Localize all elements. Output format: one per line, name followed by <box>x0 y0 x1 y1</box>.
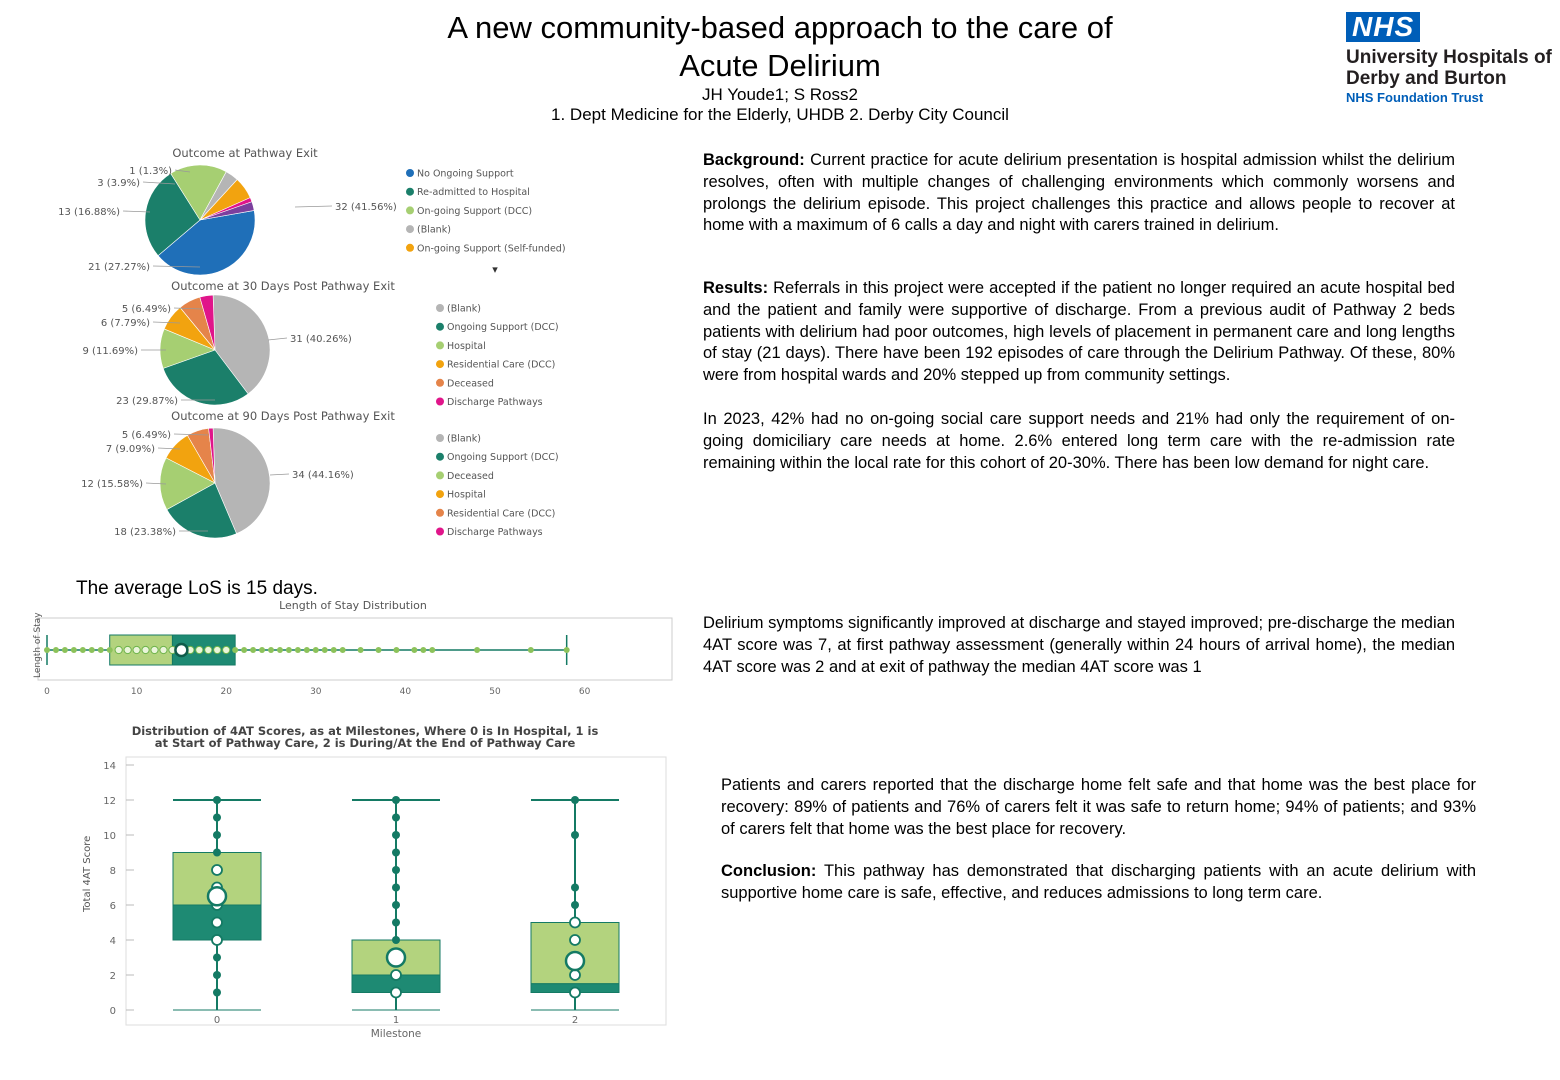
los-data-point <box>89 647 95 653</box>
4at-data-point <box>213 989 221 997</box>
los-data-point <box>232 647 238 653</box>
legend-marker <box>436 490 444 498</box>
4at-mean-marker <box>387 949 405 967</box>
los-data-point <box>196 646 203 653</box>
4at-mean-marker <box>208 887 226 905</box>
los-data-point <box>528 647 534 653</box>
4at-mean-marker <box>566 952 584 970</box>
patients-paragraph: Patients and carers reported that the discharge home felt safe and that home was the best place for recovery: 89% of patients and 76% of carers felt it was safe to return home; 94% of patients; and 93% of carers felt that home was the best place for recovery. <box>721 776 1476 838</box>
4at-ylabel: Total 4AT Score <box>82 835 93 912</box>
pie-data-label: 9 (11.69%) <box>82 346 138 357</box>
los-boxplot <box>28 598 678 700</box>
legend-label: (Blank) <box>447 303 481 315</box>
4at-data-point <box>213 831 221 839</box>
los-data-point <box>295 647 301 653</box>
legend-marker <box>406 169 414 177</box>
pie-data-label: 6 (7.79%) <box>100 318 150 329</box>
results-paragraph-2: In 2023, 42% had no on-going social care support needs and 21% had only the requirement of on-going domiciliary care needs at home. 2.6% entered long term care with the re-admission rate remaining within the local rate for this cohort of 20-30%. There has been low demand for night care. <box>703 410 1455 472</box>
pie-data-label: 13 (16.88%) <box>58 207 120 218</box>
4at-data-point <box>212 935 222 945</box>
4at-data-point <box>392 831 400 839</box>
pie-title: Outcome at 90 Days Post Pathway Exit <box>171 409 395 423</box>
los-data-point <box>429 647 435 653</box>
4at-data-point <box>392 884 400 892</box>
pie-leader-line <box>270 474 289 475</box>
4at-data-point <box>571 796 579 804</box>
4at-chart-title-line2: at Start of Pathway Care, 2 is During/At the End of Pathway Care <box>154 736 576 750</box>
legend-label: (Blank) <box>417 224 451 236</box>
pie-data-label: 34 (44.16%) <box>292 470 354 481</box>
4at-ytick-label: 14 <box>103 761 116 772</box>
poster-affiliations: 1. Dept Medicine for the Elderly, UHDB 2. Derby City Council <box>551 105 1009 124</box>
los-data-point <box>250 647 256 653</box>
pie-data-label: 31 (40.26%) <box>290 334 352 345</box>
4at-data-point <box>392 796 400 804</box>
legend-marker <box>406 188 414 196</box>
4at-data-point <box>392 866 400 874</box>
pie-chart-30-days <box>40 278 660 410</box>
los-data-point <box>62 647 68 653</box>
los-data-point <box>420 647 426 653</box>
los-data-point <box>340 647 346 653</box>
4at-data-point <box>213 796 221 804</box>
pie-data-label: 3 (3.9%) <box>97 178 140 189</box>
results-paragraph <box>703 278 1455 387</box>
los-mean-marker <box>175 644 187 656</box>
results-label: Results: <box>703 279 769 297</box>
los-data-point <box>322 647 328 653</box>
pie-data-label: 12 (15.58%) <box>81 479 143 490</box>
los-xtick-label: 30 <box>310 687 322 697</box>
4at-data-point <box>391 970 401 980</box>
legend-marker <box>436 341 444 349</box>
symptoms-paragraph: Delirium symptoms significantly improved at discharge and stayed improved; pre-discharge the median 4AT score was 7, at first pathway assessment (generally within 24 hours of arrival home), the median 4AT score was 2 and at exit of pathway the median 4AT score was 1 <box>703 614 1455 676</box>
pie-data-label: 5 (6.49%) <box>121 304 171 315</box>
los-data-point <box>71 647 77 653</box>
legend-marker <box>406 206 414 214</box>
trust-name-line3: NHS Foundation Trust <box>1346 90 1484 105</box>
4at-xtick-label: 0 <box>213 1015 221 1026</box>
4at-data-point <box>212 865 222 875</box>
4at-data-point <box>213 954 221 962</box>
4at-data-point <box>213 849 221 857</box>
los-data-point <box>98 647 104 653</box>
4at-ytick-label: 4 <box>109 936 116 947</box>
4at-data-point <box>392 814 400 822</box>
pie-data-label: 21 (27.27%) <box>88 262 150 273</box>
legend-label: On-going Support (Self-funded) <box>417 243 566 255</box>
los-xtick-label: 40 <box>399 687 412 697</box>
4at-chart-title-line1: Distribution of 4AT Scores, as at Milestones, Where 0 is In Hospital, 1 is <box>131 724 599 738</box>
legend-marker <box>436 379 444 387</box>
los-xtick-label: 10 <box>130 687 143 697</box>
conclusion-label: Conclusion: <box>721 862 817 880</box>
4at-data-point <box>570 970 580 980</box>
pie-chart-90-days <box>40 408 660 543</box>
pie-data-label: 7 (9.09%) <box>105 444 155 455</box>
nhs-logo: NHS <box>1346 12 1420 42</box>
los-data-point <box>80 647 86 653</box>
legend-label: Ongoing Support (DCC) <box>447 452 559 464</box>
los-ylabel: Length of Stay <box>33 612 43 678</box>
los-data-point <box>53 647 59 653</box>
legend-label: Discharge Pathways <box>447 527 543 538</box>
legend-marker <box>436 398 444 406</box>
pie-data-label: 32 (41.56%) <box>335 202 397 213</box>
legend-marker <box>436 453 444 461</box>
los-data-point <box>411 647 417 653</box>
poster-title-line1: A new community-based approach to the care of <box>447 10 1113 45</box>
legend-marker <box>406 225 414 233</box>
legend-marker <box>436 360 444 368</box>
legend-label: On-going Support (DCC) <box>417 205 533 217</box>
4at-data-point <box>392 849 400 857</box>
poster-title-line2: Acute Delirium <box>679 48 881 83</box>
average-los-text: The average LoS is 15 days. <box>76 578 318 599</box>
poster-authors: JH Youde1; S Ross2 <box>702 85 858 104</box>
pie-data-label: 5 (6.49%) <box>121 430 171 441</box>
4at-data-point <box>570 935 580 945</box>
conclusion-paragraph <box>721 861 1476 905</box>
4at-data-point <box>391 988 401 998</box>
trust-name-line1: University Hospitals of <box>1346 47 1552 68</box>
4at-data-point <box>213 814 221 822</box>
pie-data-label: 1 (1.3%) <box>129 166 172 177</box>
los-data-point <box>564 647 570 653</box>
4at-data-point <box>212 918 222 928</box>
4at-data-point <box>392 901 400 909</box>
los-data-point <box>241 647 247 653</box>
4at-ytick-label: 8 <box>109 866 116 877</box>
los-data-point <box>474 647 480 653</box>
los-data-point <box>107 647 113 653</box>
pie-data-label: 23 (29.87%) <box>116 396 178 407</box>
los-data-point <box>205 646 212 653</box>
4at-data-point <box>570 988 580 998</box>
4at-data-point <box>392 936 400 944</box>
pie-chart-exit <box>40 140 660 280</box>
los-data-point <box>286 647 292 653</box>
4at-xtick-label: 1 <box>392 1015 400 1026</box>
legend-marker <box>436 304 444 312</box>
los-chart-title: Length of Stay Distribution <box>279 599 427 612</box>
4at-boxplot <box>60 722 680 1044</box>
background-paragraph <box>703 150 1455 237</box>
results-body: Referrals in this project were accepted if the patient no longer required an acute hospital bed and the patient and family were supportive of discharge. From a previous audit of Pathway 2 beds patients with delirium had poor outcomes, high levels of placement in permanent care and long lengths of stay (21 days). There have been 192 episodes of care through the Delirium Pathway. Of these, 80% were from hospital wards and 20% stepped up from community settings. <box>703 279 1455 385</box>
los-data-point <box>376 647 382 653</box>
4at-data-point <box>570 918 580 928</box>
legend-label: Re-admitted to Hospital <box>417 187 530 199</box>
legend-label: Deceased <box>447 470 494 482</box>
los-data-point <box>160 646 167 653</box>
4at-ytick-label: 10 <box>103 831 116 842</box>
background-body: Current practice for acute delirium presentation is hospital admission whilst the delirium resolves, often with multiple changes of challenging environments which commonly worsens and prolongs the delirium episode. This project challenges this practice and allows people to recover at home with a maximum of 6 calls a day and night with carers trained in delirium. <box>703 151 1455 235</box>
legend-label: Residential Care (DCC) <box>447 359 556 371</box>
los-data-point <box>259 647 265 653</box>
pie-leader-line <box>268 338 287 340</box>
legend-label: Residential Care (DCC) <box>447 508 556 520</box>
4at-ytick-label: 6 <box>109 901 116 912</box>
legend-marker <box>436 323 444 331</box>
los-data-point <box>223 646 230 653</box>
pie-data-label: 18 (23.38%) <box>114 527 176 538</box>
4at-data-point <box>571 901 579 909</box>
pie-title: Outcome at Pathway Exit <box>172 146 318 160</box>
los-xtick-label: 0 <box>44 687 50 697</box>
legend-label: Hospital <box>447 489 486 501</box>
4at-ytick-label: 2 <box>109 971 116 982</box>
legend-label: (Blank) <box>447 433 481 445</box>
legend-label: Discharge Pathways <box>447 397 543 408</box>
4at-data-point <box>571 884 579 892</box>
legend-label: Hospital <box>447 340 486 352</box>
los-xtick-label: 50 <box>489 687 501 697</box>
legend-label: Ongoing Support (DCC) <box>447 322 559 334</box>
legend-marker <box>436 471 444 479</box>
4at-ytick-label: 12 <box>103 796 116 807</box>
background-label: Background: <box>703 151 805 169</box>
los-data-point <box>277 647 283 653</box>
los-data-point <box>268 647 274 653</box>
4at-data-point <box>571 831 579 839</box>
legend-marker <box>436 509 444 517</box>
legend-marker <box>436 434 444 442</box>
los-data-point <box>44 647 50 653</box>
pie-leader-line <box>295 206 332 207</box>
legend-more-arrow: ▾ <box>492 263 498 276</box>
legend-marker <box>436 528 444 536</box>
los-data-point <box>313 647 319 653</box>
los-data-point <box>115 646 122 653</box>
los-data-point <box>331 647 337 653</box>
los-data-point <box>358 647 364 653</box>
legend-label: No Ongoing Support <box>417 168 514 180</box>
los-data-point <box>214 646 221 653</box>
pie-title: Outcome at 30 Days Post Pathway Exit <box>171 279 395 293</box>
legend-label: Deceased <box>447 378 494 390</box>
conclusion-body: This pathway has demonstrated that discharging patients with an acute delirium with supportive home care is safe, effective, and reduces admissions to long term care. <box>721 862 1476 902</box>
4at-data-point <box>392 919 400 927</box>
legend-marker <box>406 244 414 252</box>
los-data-point <box>151 646 158 653</box>
los-data-point <box>142 646 149 653</box>
los-data-point <box>304 647 310 653</box>
los-data-point <box>124 646 131 653</box>
4at-xtick-label: 2 <box>571 1015 579 1026</box>
los-data-point <box>133 646 140 653</box>
los-data-point <box>393 647 399 653</box>
trust-name-line2: Derby and Burton <box>1346 68 1507 89</box>
4at-ytick-label: 0 <box>109 1006 116 1017</box>
4at-data-point <box>213 971 221 979</box>
los-xtick-label: 60 <box>578 687 591 697</box>
4at-xlabel: Milestone <box>370 1028 422 1040</box>
los-xtick-label: 20 <box>220 687 232 697</box>
